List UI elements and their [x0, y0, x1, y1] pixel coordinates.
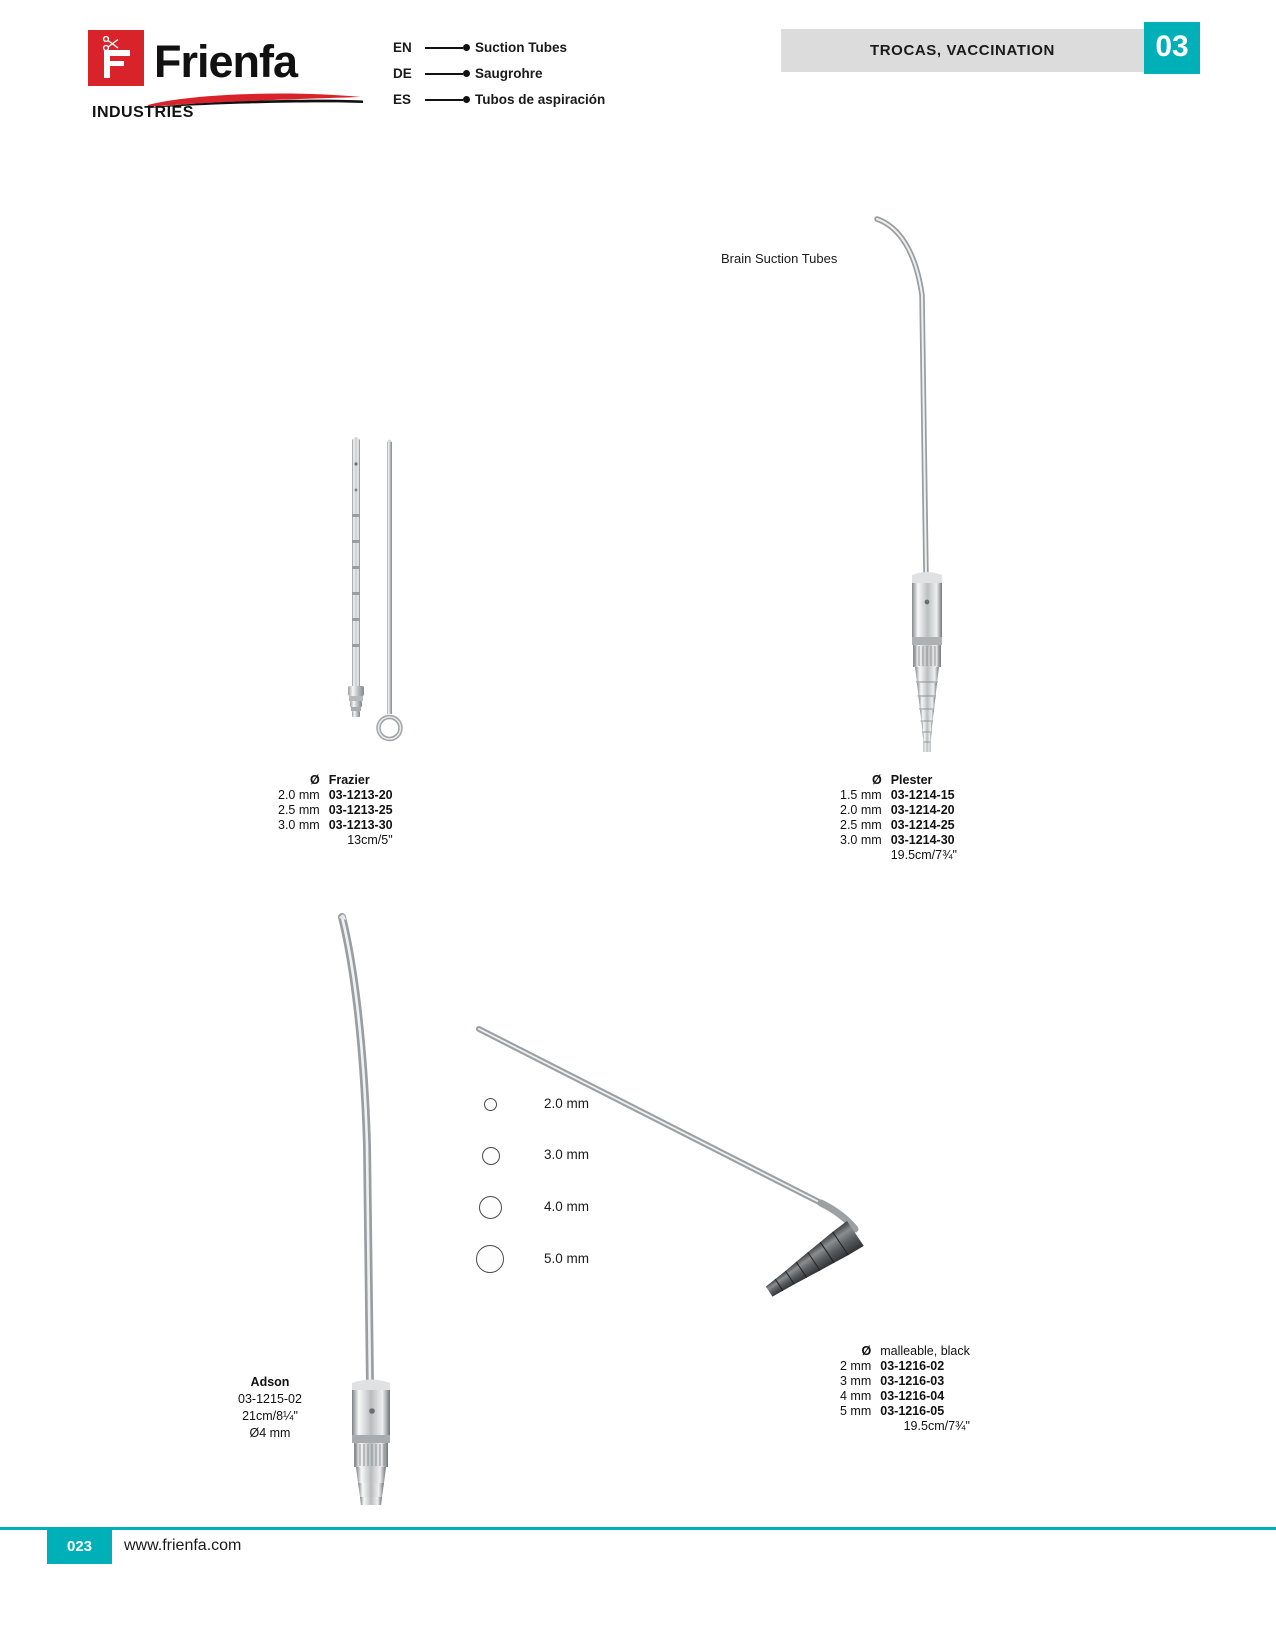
spec-frazier: [278, 773, 393, 848]
table-row: [278, 803, 393, 818]
product-code: 03-1216-04: [880, 1389, 945, 1403]
diameter-value: 5 mm: [840, 1404, 872, 1418]
diameter-symbol: Ø: [871, 773, 882, 787]
figure-plester: [860, 205, 990, 765]
figure-frazier: [330, 430, 440, 760]
diameter-value: 2 mm: [840, 1359, 872, 1373]
table-footer-row: [840, 1419, 970, 1434]
product-code: 03-1213-20: [328, 788, 393, 802]
leader-dot-icon: [463, 44, 470, 51]
table-footer-row: [278, 833, 393, 848]
section-title: TROCAS, VACCINATION: [869, 42, 1055, 59]
product-code: 03-1216-05: [880, 1404, 945, 1418]
table-row: [840, 1359, 970, 1374]
diameter-value: 2.0 mm: [544, 1096, 590, 1111]
page-header: [0, 0, 1276, 130]
table-row: [840, 803, 957, 818]
diameter-value: 3.0 mm: [840, 833, 882, 847]
leader-dot-icon: [463, 70, 470, 77]
language-code: DE: [393, 66, 412, 81]
leader-line: [425, 47, 463, 49]
diameter-value: 2.0 mm: [840, 803, 882, 817]
brand-name: Frienfa: [154, 36, 298, 87]
product-code: 03-1214-20: [890, 803, 955, 817]
website-link[interactable]: www.frienfa.com: [124, 1537, 242, 1554]
diameter-value: 3.0 mm: [544, 1147, 590, 1162]
product-code: 03-1214-30: [890, 833, 955, 847]
length-value: 19.5cm/7¾": [903, 1419, 970, 1433]
table-row: [278, 818, 393, 833]
language-label: Saugrohre: [475, 66, 543, 81]
section-number: 03: [1155, 30, 1189, 63]
length-value: 21cm/8¼": [242, 1409, 298, 1423]
brand-logo: [88, 30, 363, 121]
diameter-value: 2.5 mm: [278, 803, 320, 817]
product-name: Plester: [890, 773, 933, 787]
product-code: 03-1216-02: [880, 1359, 945, 1373]
diameter-value: 1.5 mm: [840, 788, 882, 802]
language-row-es: [393, 90, 653, 116]
table-row: [840, 833, 957, 848]
language-code: ES: [393, 92, 412, 107]
language-row-en: [393, 38, 653, 64]
table-footer-row: [840, 848, 957, 863]
figure-malleable-black: [465, 1015, 935, 1345]
product-code: 03-1213-30: [328, 818, 393, 832]
table-row: [840, 1374, 970, 1389]
length-value: 19.5cm/7¾": [890, 848, 957, 862]
language-code: EN: [393, 40, 412, 55]
spec-plester: [840, 773, 957, 863]
table-row: [840, 1389, 970, 1404]
diameter-value: 3 mm: [840, 1374, 872, 1388]
brand-subtitle: INDUSTRIES: [92, 104, 194, 121]
diameter-value: 5.0 mm: [544, 1251, 590, 1266]
brain-suction-tubes-label: Brain Suction Tubes: [721, 251, 838, 266]
diameter-symbol: Ø: [309, 773, 320, 787]
logo-letter-f: [104, 50, 132, 78]
length-value: 13cm/5": [347, 833, 393, 847]
footer-divider: [0, 1527, 1276, 1530]
product-name: Frazier: [328, 773, 370, 787]
logo-mark-icon: [88, 30, 144, 86]
spec-header-row: [840, 773, 957, 788]
diameter-value: 2.5 mm: [840, 818, 882, 832]
table-row: [840, 818, 957, 833]
product-code: 03-1215-02: [238, 1392, 302, 1406]
product-code: 03-1214-25: [890, 818, 955, 832]
language-label: Tubos de aspiración: [475, 92, 606, 107]
language-legend: [393, 38, 653, 116]
language-row-de: [393, 64, 653, 90]
table-row: [840, 1404, 970, 1419]
product-name: malleable, black: [880, 1344, 970, 1358]
section-title-bar: [781, 29, 1144, 72]
product-code: 03-1213-25: [328, 803, 393, 817]
leader-line: [425, 99, 463, 101]
table-row: [278, 788, 393, 803]
page-number-badge: [47, 1530, 112, 1564]
language-label: Suction Tubes: [475, 40, 568, 55]
spec-header-row: [278, 773, 393, 788]
spec-header-row: [840, 1344, 970, 1359]
spec-malleable: [840, 1344, 970, 1434]
leader-line: [425, 73, 463, 75]
diameter-value: 4 mm: [840, 1389, 872, 1403]
diameter-value: Ø4 mm: [249, 1426, 291, 1440]
diameter-value: 2.0 mm: [278, 788, 320, 802]
page-number: 023: [66, 1538, 93, 1555]
product-code: 03-1214-15: [890, 788, 955, 802]
product-name: Adson: [250, 1375, 290, 1389]
diameter-value: 3.0 mm: [278, 818, 320, 832]
table-row: [840, 788, 957, 803]
leader-dot-icon: [463, 96, 470, 103]
diameter-value: 4.0 mm: [544, 1199, 590, 1214]
product-code: 03-1216-03: [880, 1374, 945, 1388]
section-number-badge: [1144, 22, 1200, 74]
diameter-symbol: Ø: [861, 1344, 872, 1358]
spec-adson: [180, 1374, 360, 1442]
